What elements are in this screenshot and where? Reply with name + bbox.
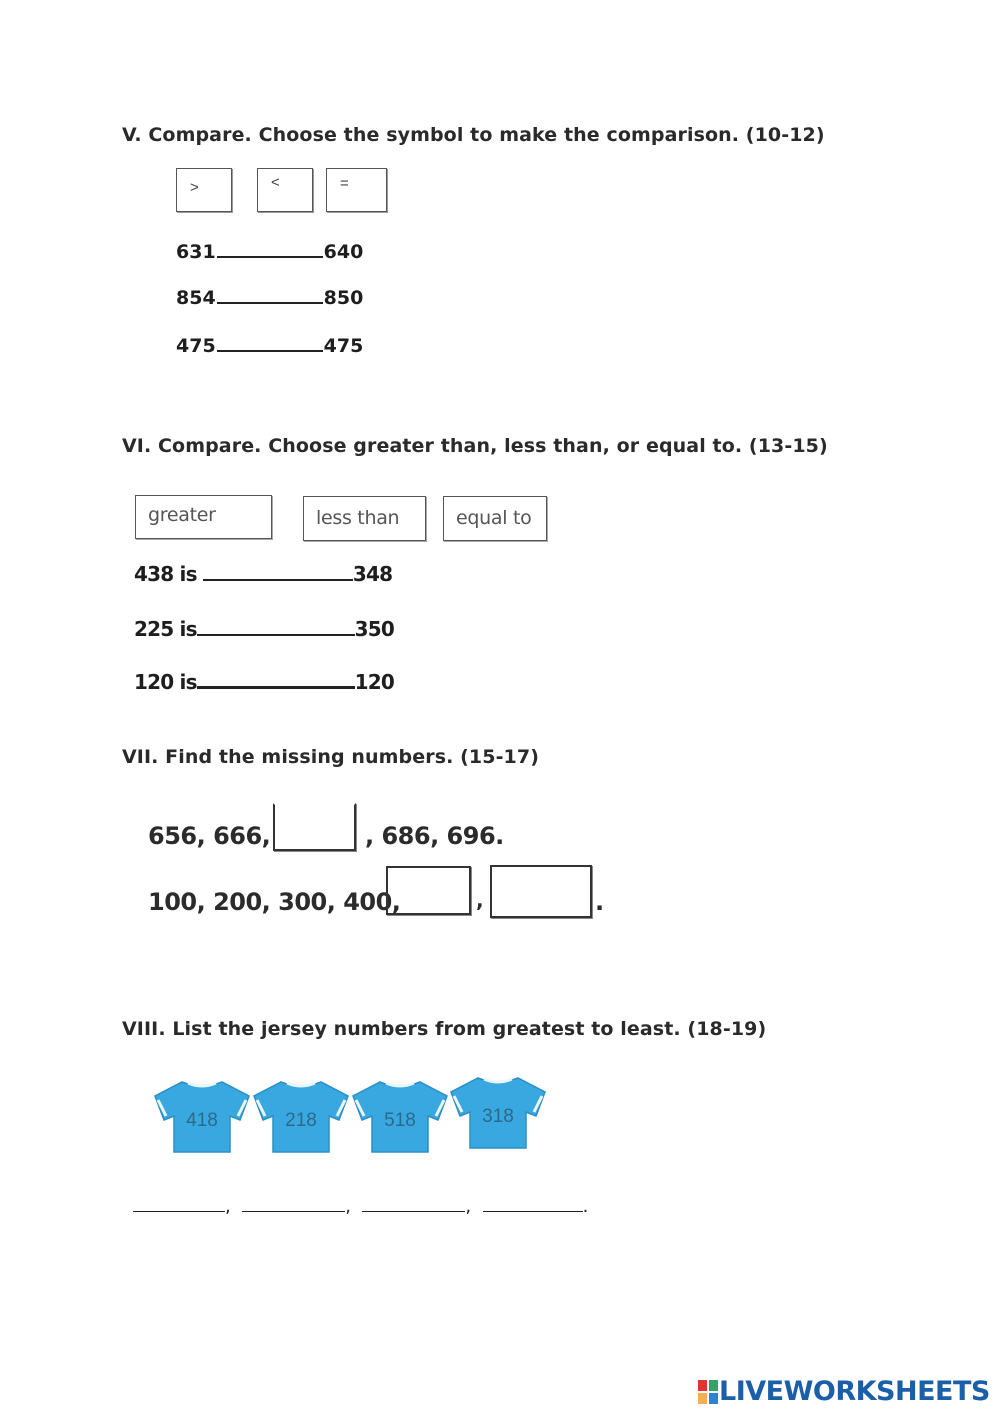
separator: , [465, 1196, 472, 1217]
jersey-2 [251, 1076, 351, 1156]
comparison-row-1 [176, 240, 363, 263]
answer-blank-12[interactable] [217, 334, 323, 352]
separator: . [582, 1196, 589, 1217]
comparison-row-2 [176, 286, 363, 309]
right-number: 475 [323, 335, 364, 357]
missing-number-box-2[interactable] [386, 866, 471, 915]
left-number: 854 [176, 287, 216, 309]
section-7-heading: VII. Find the missing numbers. (15-17) [122, 746, 539, 768]
answer-blank-18b[interactable] [242, 1197, 345, 1212]
jersey-number: 318 [482, 1106, 514, 1127]
sequence-2-start: 100, 200, 300, 400, [148, 888, 401, 916]
jersey-3 [350, 1076, 450, 1156]
jersey-number: 418 [186, 1110, 218, 1131]
missing-number-box-3[interactable] [490, 865, 592, 918]
section-8-heading: VIII. List the jersey numbers from greatest to least. (18-19) [122, 1018, 767, 1040]
answer-blank-11[interactable] [217, 286, 323, 304]
symbol-option-greater[interactable]: > [176, 168, 232, 212]
symbol-option-less[interactable]: < [257, 168, 313, 212]
left-number: 475 [176, 335, 216, 357]
answer-blank-18a[interactable] [133, 1197, 225, 1212]
word-option-less-than[interactable]: less than [303, 496, 426, 541]
sequence-2-comma: , [476, 888, 484, 912]
left-phrase: 120 is [134, 670, 197, 694]
left-phrase: 438 is [134, 562, 197, 586]
word-option-greater[interactable]: greater [135, 495, 272, 539]
answer-blank-14[interactable] [197, 618, 355, 636]
section-6-heading: VI. Compare. Choose greater than, less than, or equal to. (13-15) [122, 435, 828, 457]
missing-number-box-1[interactable] [273, 803, 356, 851]
left-phrase: 225 is [134, 617, 197, 641]
section-5-heading: V. Compare. Choose the symbol to make the comparison. (10-12) [122, 124, 825, 146]
jersey-1 [152, 1076, 252, 1156]
sequence-1-start: 656, 666, [148, 822, 271, 850]
right-number: 348 [352, 562, 393, 586]
sequence-1-end: , 686, 696. [365, 822, 504, 850]
word-comparison-row-3 [134, 670, 394, 694]
word-option-equal-to[interactable]: equal to [443, 496, 547, 541]
logo-text: LIVEWORKSHEETS [719, 1376, 990, 1407]
answer-blank-19b[interactable] [483, 1197, 583, 1212]
comparison-row-3 [176, 334, 363, 357]
separator: , [345, 1196, 351, 1217]
word-comparison-row-2 [134, 617, 394, 641]
jersey-number: 218 [285, 1110, 317, 1131]
jersey-number: 518 [384, 1110, 416, 1131]
right-number: 850 [323, 287, 364, 309]
symbol-option-equal[interactable]: = [326, 168, 387, 212]
left-number: 631 [176, 241, 216, 263]
right-number: 120 [354, 670, 395, 694]
word-comparison-row-1 [134, 562, 392, 586]
right-number: 640 [323, 241, 364, 263]
jersey-4 [448, 1072, 548, 1152]
answer-blank-15[interactable] [197, 670, 355, 689]
answer-blank-19a[interactable] [362, 1197, 465, 1212]
answer-blank-10[interactable] [217, 240, 323, 258]
separator: , [225, 1196, 231, 1217]
right-number: 350 [354, 617, 395, 641]
logo-mark-icon [697, 1379, 719, 1405]
sequence-2-period: . [595, 888, 604, 916]
answer-blank-13[interactable] [203, 563, 353, 581]
ordering-answer-row [133, 1196, 588, 1217]
liveworksheets-logo [697, 1376, 990, 1407]
